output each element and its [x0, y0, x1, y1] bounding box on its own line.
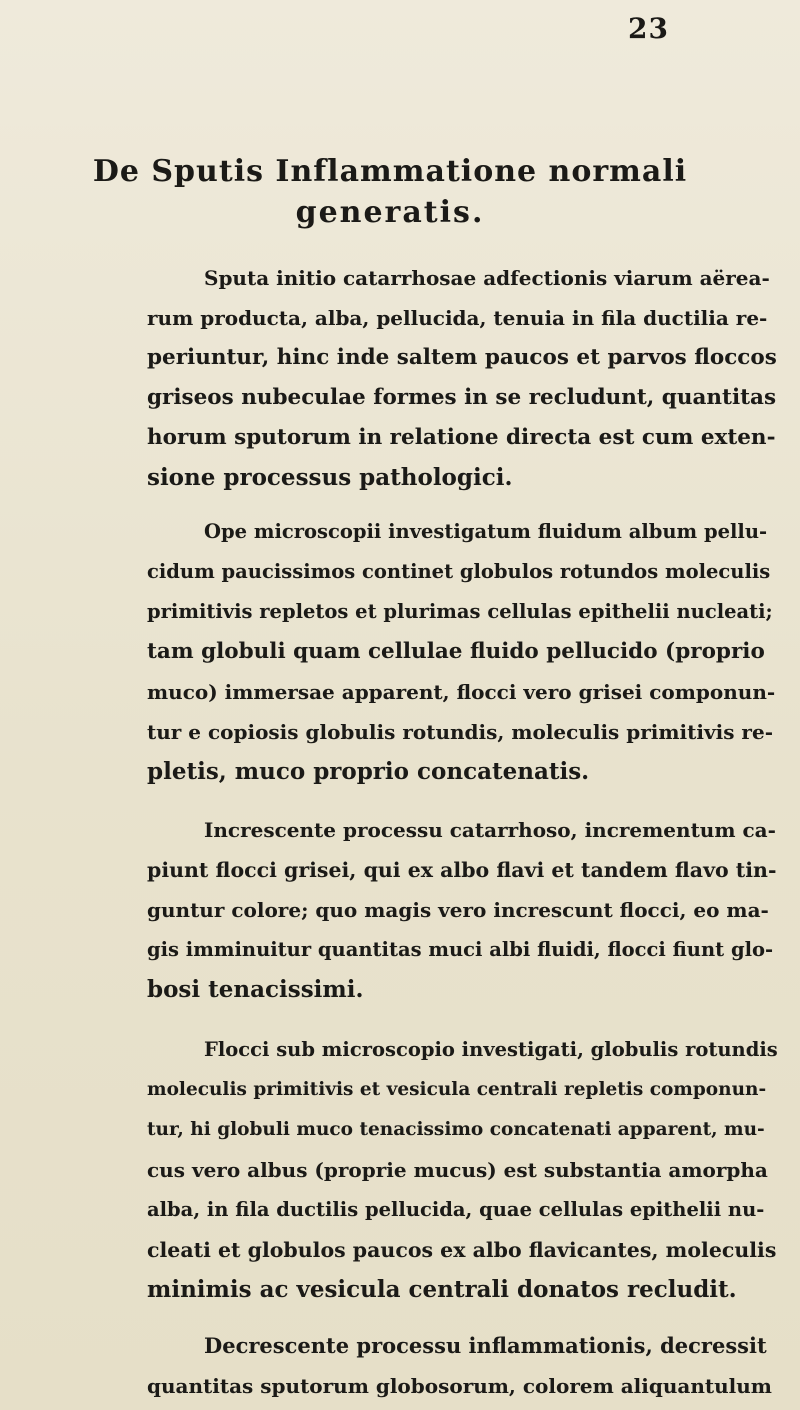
text-line: quantitas sputorum globosorum, colorem aliquantulum	[147, 1374, 772, 1398]
text-line: gis imminuitur quantitas muci albi fluidi, flocci fiunt glo-	[147, 938, 774, 961]
text-line: griseos nubeculae formes in se recludunt, quantitas	[147, 385, 777, 410]
text-line: Increscente processu catarrhoso, incrementum ca-	[204, 818, 776, 842]
text-line: horum sputorum in relatione directa est cum exten-	[147, 425, 776, 450]
text-line: tur e copiosis globulis rotundis, moleculis primitivis re-	[147, 720, 773, 744]
chapter-title-line-1: De Sputis Inflammatione normali	[92, 154, 688, 189]
text-line: minimis ac vesicula centrali donatos recludit.	[147, 1276, 737, 1303]
text-line: cus vero albus (proprie mucus) est substantia amorpha	[147, 1158, 768, 1182]
text-line: bosi tenacissimi.	[147, 976, 364, 1003]
page-number: 23	[628, 12, 669, 45]
text-line: guntur colore; quo magis vero increscunt flocci, eo ma-	[147, 898, 769, 922]
text-line: alba, in fila ductilis pellucida, quae cellulas epithelii nu-	[147, 1198, 765, 1221]
text-line: muco) immersae apparent, flocci vero grisei componun-	[147, 680, 776, 704]
text-line: rum producta, alba, pellucida, tenuia in fila ductilia re-	[147, 306, 768, 330]
text-line: cidum paucissimos continet globulos rotundos moleculis	[147, 560, 771, 583]
text-line: tur, hi globuli muco tenacissimo concatenati apparent, mu-	[147, 1119, 765, 1140]
text-line: tam globuli quam cellulae fluido pellucido (proprio	[147, 639, 765, 664]
text-line: periuntur, hinc inde saltem paucos et parvos floccos	[147, 345, 777, 370]
text-line: Sputa initio catarrhosae adfectionis viarum aërea-	[204, 266, 770, 290]
text-line: sione processus pathologici.	[147, 464, 513, 491]
text-line: Flocci sub microscopio investigati, globulis rotundis	[204, 1038, 778, 1061]
text-line: primitivis repletos et plurimas cellulas epithelii nucleati;	[147, 600, 773, 623]
text-line: cleati et globulos paucos ex albo flavicantes, moleculis	[147, 1238, 777, 1262]
text-line: piunt flocci grisei, qui ex albo flavi et tandem flavo tin-	[147, 858, 777, 882]
text-line: pletis, muco proprio concatenatis.	[147, 758, 590, 785]
text-line: Decrescente processu inflammationis, decressit	[204, 1333, 767, 1358]
text-line: moleculis primitivis et vesicula centrali repletis componun-	[147, 1079, 767, 1100]
chapter-title-line-2: generatis.	[295, 195, 485, 230]
text-line: Ope microscopii investigatum fluidum album pellu-	[204, 520, 768, 543]
